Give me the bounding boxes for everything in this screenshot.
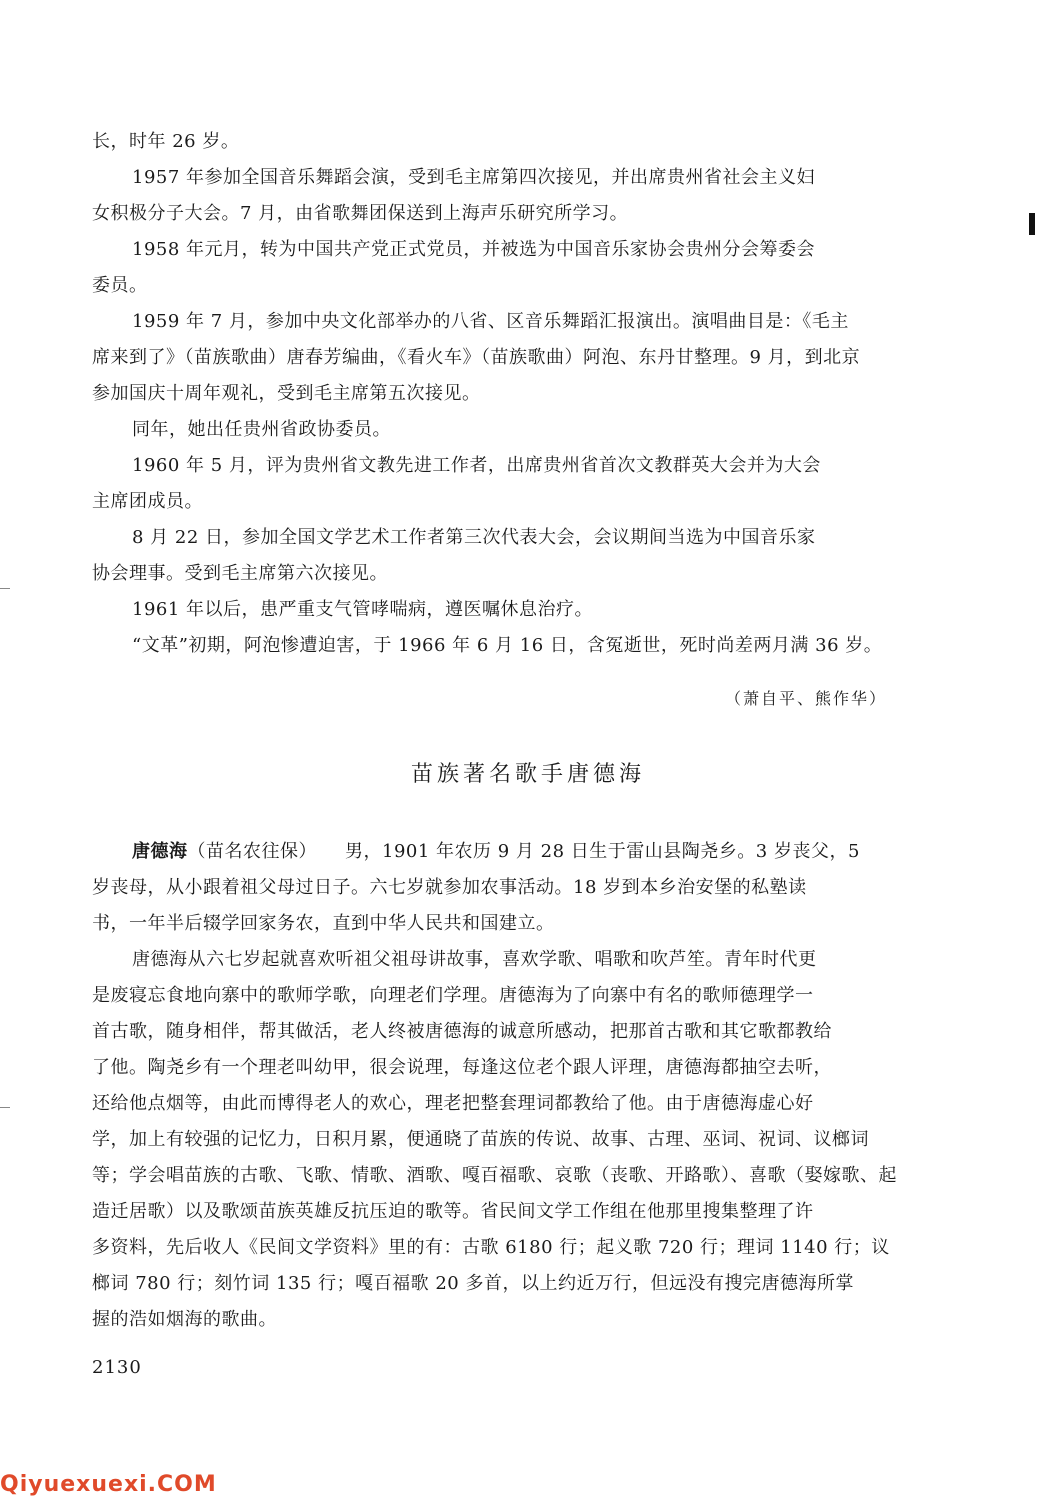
- section-title: 苗族著名歌手唐德海: [410, 762, 645, 787]
- paragraph-line: 首古歌，随身相伴，帮其做活，老人终被唐德海的诚意所感动，把那首古歌和其它歌都教给: [92, 1021, 832, 1042]
- scan-tick: [0, 588, 10, 589]
- paragraph-text: （苗名农往保） 男，1901 年农历 9 月 28 日生于雷山县陶尧乡。3 岁丧父，5: [187, 841, 860, 862]
- paragraph-line: 1961 年以后，患严重支气管哮喘病，遵医嘱休息治疗。: [132, 599, 594, 620]
- site-watermark: Qiyuexuexi.COM: [0, 1472, 217, 1497]
- margin-mark: [1029, 213, 1035, 235]
- paragraph-line: 学，加上有较强的记忆力，日积月累，便通晓了苗族的传说、故事、古理、巫词、祝词、议榔词: [92, 1129, 869, 1150]
- paragraph-line: “文革”初期，阿泡惨遭迫害，于 1966 年 6 月 16 日，含冤逝世，死时尚差两月满 36 岁。: [132, 635, 883, 656]
- paragraph-line: 榔词 780 行；刻竹词 135 行；嘎百福歌 20 多首，以上约近万行，但远没有搜完唐德海所掌: [92, 1273, 854, 1294]
- paragraph-line: 书，一年半后辍学回家务农，直到中华人民共和国建立。: [92, 913, 555, 934]
- paragraph-line: 等；学会唱苗族的古歌、飞歌、情歌、酒歌、嘎百福歌、哀歌（丧歌、开路歌）、喜歌（娶嫁歌、起: [92, 1165, 897, 1186]
- paragraph-line: 同年，她出任贵州省政协委员。: [132, 419, 391, 440]
- paragraph-line: 造迁居歌）以及歌颂苗族英雄反抗压迫的歌等。省民间文学工作组在他那里搜集整理了许: [92, 1201, 814, 1222]
- paragraph-line: 8 月 22 日，参加全国文学艺术工作者第三次代表大会，会议期间当选为中国音乐家: [132, 527, 816, 548]
- page-number: 2130: [92, 1357, 142, 1378]
- paragraph-line: 了他。陶尧乡有一个理老叫幼甲，很会说理，每逢这位老个跟人评理，唐德海都抽空去听，: [92, 1057, 832, 1078]
- paragraph-line: 协会理事。受到毛主席第六次接见。: [92, 563, 388, 584]
- scan-tick: [0, 1107, 10, 1108]
- person-name: 唐德海: [132, 841, 188, 862]
- paragraph-line: [92, 834, 922, 870]
- paragraph-line: 席来到了》（苗族歌曲）唐春芳编曲，《看火车》（苗族歌曲）阿泡、东丹甘整理。9 月，到北京: [92, 347, 861, 368]
- paragraph-line: 握的浩如烟海的歌曲。: [92, 1309, 277, 1330]
- paragraph-line: 长，时年 26 岁。: [92, 131, 240, 152]
- author-credit: （萧自平、熊作华）: [725, 689, 888, 708]
- paragraph-line: 1959 年 7 月，参加中央文化部举办的八省、区音乐舞蹈汇报演出。演唱曲目是：《毛主: [132, 311, 849, 332]
- paragraph-line: 1960 年 5 月，评为贵州省文教先进工作者，出席贵州省首次文教群英大会并为大会: [132, 455, 821, 476]
- paragraph-line: 还给他点烟等，由此而博得老人的欢心，理老把整套理词都教给了他。由于唐德海虚心好: [92, 1093, 814, 1114]
- paragraph-line: 参加国庆十周年观礼，受到毛主席第五次接见。: [92, 383, 481, 404]
- paragraph-line: 1958 年元月，转为中国共产党正式党员，并被选为中国音乐家协会贵州分会筹委会: [132, 239, 816, 260]
- paragraph-line: 委员。: [92, 275, 148, 296]
- biography-continuation: [92, 124, 922, 664]
- section-body: [92, 834, 922, 1338]
- paragraph-line: 多资料，先后收人《民间文学资料》里的有：古歌 6180 行；起义歌 720 行；理词 1140 行；议: [92, 1237, 890, 1258]
- paragraph-line: 女积极分子大会。7 月，由省歌舞团保送到上海声乐研究所学习。: [92, 203, 629, 224]
- paragraph-line: 1957 年参加全国音乐舞蹈会演，受到毛主席第四次接见，并出席贵州省社会主义妇: [132, 167, 816, 188]
- paragraph-line: 是废寝忘食地向寨中的歌师学歌，向理老们学理。唐德海为了向寨中有名的歌师德理学一: [92, 985, 814, 1006]
- paragraph-line: 唐德海从六七岁起就喜欢听祖父祖母讲故事，喜欢学歌、唱歌和吹芦笙。青年时代更: [132, 949, 817, 970]
- paragraph-line: 主席团成员。: [92, 491, 203, 512]
- paragraph-line: 岁丧母，从小跟着祖父母过日子。六七岁就参加农事活动。18 岁到本乡治安堡的私塾读: [92, 877, 807, 898]
